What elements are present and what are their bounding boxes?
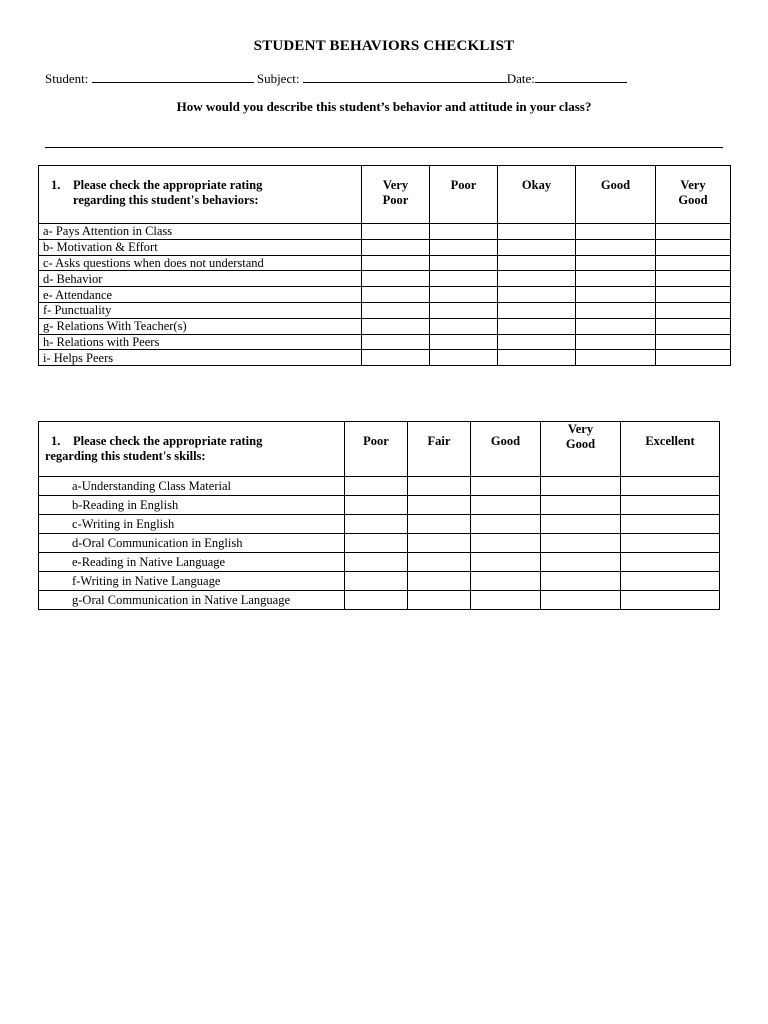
rating-checkbox-cell[interactable] <box>498 302 576 318</box>
rating-checkbox-cell[interactable] <box>430 318 498 334</box>
behaviors-table-header <box>39 166 362 224</box>
rating-checkbox-cell[interactable] <box>430 287 498 303</box>
table-row <box>39 591 720 610</box>
behavior-item-label: i- Helps Peers <box>39 350 362 366</box>
rating-checkbox-cell[interactable] <box>541 515 621 534</box>
behaviors-rating-table <box>38 165 731 366</box>
rating-checkbox-cell[interactable] <box>656 255 731 271</box>
rating-checkbox-cell[interactable] <box>498 239 576 255</box>
rating-checkbox-cell[interactable] <box>471 477 541 496</box>
table-row <box>39 255 731 271</box>
student-info-line <box>45 70 627 87</box>
rating-checkbox-cell[interactable] <box>345 534 408 553</box>
rating-checkbox-cell[interactable] <box>656 271 731 287</box>
rating-checkbox-cell[interactable] <box>541 477 621 496</box>
skills-table-header <box>39 422 345 477</box>
behavior-item-label: c- Asks questions when does not understand <box>39 255 362 271</box>
skill-item-label: c-Writing in English <box>39 515 345 534</box>
rating-checkbox-cell[interactable] <box>621 553 720 572</box>
rating-checkbox-cell[interactable] <box>471 515 541 534</box>
rating-checkbox-cell[interactable] <box>541 591 621 610</box>
behavior-column-header <box>656 166 731 224</box>
rating-checkbox-cell[interactable] <box>541 534 621 553</box>
behavior-item-label: d- Behavior <box>39 271 362 287</box>
rating-checkbox-cell[interactable] <box>471 534 541 553</box>
behavior-column-header <box>430 166 498 224</box>
rating-checkbox-cell[interactable] <box>471 591 541 610</box>
rating-checkbox-cell[interactable] <box>345 553 408 572</box>
rating-checkbox-cell[interactable] <box>430 350 498 366</box>
rating-checkbox-cell[interactable] <box>430 255 498 271</box>
column-label: Fair <box>427 434 451 448</box>
table-row <box>39 553 720 572</box>
rating-checkbox-cell[interactable] <box>345 591 408 610</box>
rating-checkbox-cell[interactable] <box>656 239 731 255</box>
student-name-field[interactable] <box>92 70 254 83</box>
behavior-item-label: a- Pays Attention in Class <box>39 224 362 240</box>
rating-checkbox-cell[interactable] <box>576 271 656 287</box>
skill-item-label: b-Reading in English <box>39 496 345 515</box>
rating-checkbox-cell[interactable] <box>362 334 430 350</box>
rating-checkbox-cell[interactable] <box>541 553 621 572</box>
skill-column-header <box>621 422 720 477</box>
rating-checkbox-cell[interactable] <box>408 477 471 496</box>
rating-checkbox-cell[interactable] <box>656 350 731 366</box>
rating-checkbox-cell[interactable] <box>362 287 430 303</box>
skills-header-line1: Please check the appropriate rating <box>73 434 263 448</box>
rating-checkbox-cell[interactable] <box>362 255 430 271</box>
table-row <box>39 515 720 534</box>
table-row <box>39 496 720 515</box>
behavior-column-header <box>576 166 656 224</box>
rating-checkbox-cell[interactable] <box>362 302 430 318</box>
rating-checkbox-cell[interactable] <box>408 515 471 534</box>
behavior-item-label: e- Attendance <box>39 287 362 303</box>
answer-line-field[interactable] <box>45 147 723 148</box>
rating-checkbox-cell[interactable] <box>430 239 498 255</box>
column-label: Good <box>490 434 521 448</box>
table-row <box>39 239 731 255</box>
skill-column-header <box>408 422 471 477</box>
rating-checkbox-cell[interactable] <box>430 302 498 318</box>
rating-checkbox-cell[interactable] <box>621 515 720 534</box>
column-label: Good <box>600 178 631 192</box>
rating-checkbox-cell[interactable] <box>498 287 576 303</box>
skill-item-label: a-Understanding Class Material <box>39 477 345 496</box>
skill-column-header <box>541 422 621 477</box>
behavior-item-label: f- Punctuality <box>39 302 362 318</box>
column-label: Good <box>678 193 708 207</box>
rating-checkbox-cell[interactable] <box>576 239 656 255</box>
skill-item-label: d-Oral Communication in English <box>39 534 345 553</box>
rating-checkbox-cell[interactable] <box>408 553 471 572</box>
rating-checkbox-cell[interactable] <box>541 496 621 515</box>
table-row <box>39 224 731 240</box>
student-label: Student: <box>45 71 89 86</box>
rating-checkbox-cell[interactable] <box>345 572 408 591</box>
rating-checkbox-cell[interactable] <box>408 572 471 591</box>
rating-checkbox-cell[interactable] <box>362 318 430 334</box>
behavior-item-label: h- Relations with Peers <box>39 334 362 350</box>
table-row <box>39 572 720 591</box>
rating-checkbox-cell[interactable] <box>498 350 576 366</box>
behavior-column-header <box>498 166 576 224</box>
section-number: 1. <box>51 434 61 448</box>
rating-checkbox-cell[interactable] <box>656 318 731 334</box>
rating-checkbox-cell[interactable] <box>471 553 541 572</box>
rating-checkbox-cell[interactable] <box>498 271 576 287</box>
column-label: Excellent <box>645 434 695 448</box>
skill-column-header <box>471 422 541 477</box>
skill-item-label: f-Writing in Native Language <box>39 572 345 591</box>
rating-checkbox-cell[interactable] <box>430 334 498 350</box>
rating-checkbox-cell[interactable] <box>362 224 430 240</box>
rating-checkbox-cell[interactable] <box>541 572 621 591</box>
subject-field[interactable] <box>303 70 507 83</box>
table-row <box>39 302 731 318</box>
rating-checkbox-cell[interactable] <box>408 591 471 610</box>
rating-checkbox-cell[interactable] <box>621 496 720 515</box>
rating-checkbox-cell[interactable] <box>576 302 656 318</box>
rating-checkbox-cell[interactable] <box>362 271 430 287</box>
rating-checkbox-cell[interactable] <box>576 350 656 366</box>
skill-column-header <box>345 422 408 477</box>
rating-checkbox-cell[interactable] <box>621 477 720 496</box>
rating-checkbox-cell[interactable] <box>576 255 656 271</box>
rating-checkbox-cell[interactable] <box>576 224 656 240</box>
column-label: Poor <box>450 178 477 192</box>
rating-checkbox-cell[interactable] <box>408 496 471 515</box>
rating-checkbox-cell[interactable] <box>621 591 720 610</box>
rating-checkbox-cell[interactable] <box>576 318 656 334</box>
column-label: Very <box>382 178 409 192</box>
rating-checkbox-cell[interactable] <box>621 534 720 553</box>
column-label: Good <box>565 437 596 451</box>
section-number: 1. <box>51 178 61 192</box>
table-row <box>39 350 731 366</box>
behaviors-header-line1: Please check the appropriate rating <box>73 178 263 192</box>
behaviors-header-line2: regarding this student's behaviors: <box>73 193 259 207</box>
rating-checkbox-cell[interactable] <box>408 534 471 553</box>
column-label: Very <box>567 422 594 436</box>
column-label: Very <box>680 178 706 192</box>
rating-checkbox-cell[interactable] <box>656 287 731 303</box>
skills-header-line2: regarding this student's skills: <box>45 449 206 463</box>
rating-checkbox-cell[interactable] <box>498 318 576 334</box>
rating-checkbox-cell[interactable] <box>362 239 430 255</box>
rating-checkbox-cell[interactable] <box>498 224 576 240</box>
column-label: Poor <box>363 434 389 448</box>
rating-checkbox-cell[interactable] <box>656 224 731 240</box>
rating-checkbox-cell[interactable] <box>621 572 720 591</box>
rating-checkbox-cell[interactable] <box>345 496 408 515</box>
column-label: Okay <box>521 178 552 192</box>
rating-checkbox-cell[interactable] <box>471 572 541 591</box>
rating-checkbox-cell[interactable] <box>362 350 430 366</box>
table-row <box>39 334 731 350</box>
rating-checkbox-cell[interactable] <box>345 477 408 496</box>
skill-item-label: e-Reading in Native Language <box>39 553 345 572</box>
behavior-question: How would you describe this student’s behavior and attitude in your class? <box>176 99 592 114</box>
rating-checkbox-cell[interactable] <box>656 302 731 318</box>
rating-checkbox-cell[interactable] <box>430 271 498 287</box>
page-title: STUDENT BEHAVIORS CHECKLIST <box>253 38 515 54</box>
skill-item-label: g-Oral Communication in Native Language <box>39 591 345 610</box>
rating-checkbox-cell[interactable] <box>345 515 408 534</box>
rating-checkbox-cell[interactable] <box>656 334 731 350</box>
column-label: Poor <box>382 193 409 207</box>
subject-label: Subject: <box>256 71 300 86</box>
table-row <box>39 318 731 334</box>
rating-checkbox-cell[interactable] <box>576 334 656 350</box>
date-field[interactable] <box>535 70 627 83</box>
rating-checkbox-cell[interactable] <box>471 496 541 515</box>
table-row <box>39 287 731 303</box>
table-row <box>39 271 731 287</box>
table-row <box>39 477 720 496</box>
behavior-item-label: g- Relations With Teacher(s) <box>39 318 362 334</box>
rating-checkbox-cell[interactable] <box>498 255 576 271</box>
rating-checkbox-cell[interactable] <box>430 224 498 240</box>
date-label: Date: <box>506 71 535 86</box>
table-row <box>39 534 720 553</box>
rating-checkbox-cell[interactable] <box>498 334 576 350</box>
behavior-item-label: b- Motivation & Effort <box>39 239 362 255</box>
behavior-column-header <box>362 166 430 224</box>
skills-rating-table <box>38 421 720 610</box>
rating-checkbox-cell[interactable] <box>576 287 656 303</box>
